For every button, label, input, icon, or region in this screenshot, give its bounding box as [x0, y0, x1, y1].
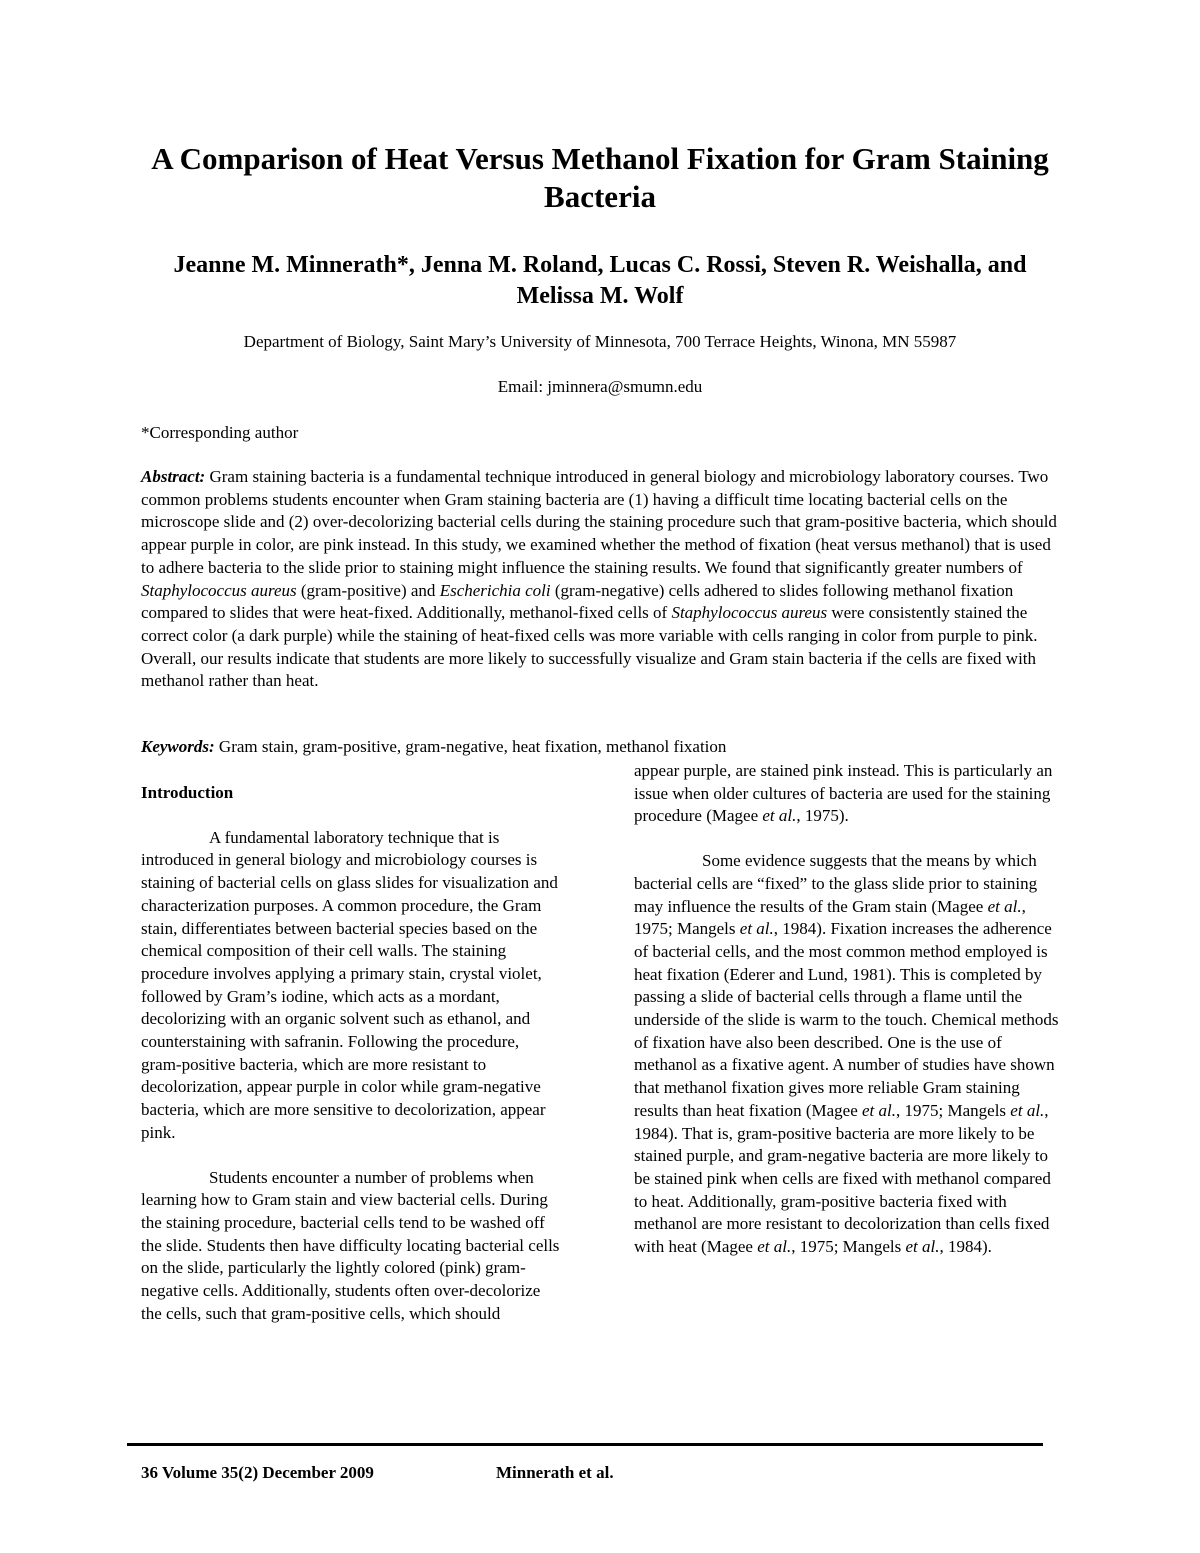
- abstract-text: (gram-positive) and: [296, 580, 440, 600]
- abstract-text: Gram staining bacteria is a fundamental technique introduced in general biology and microbiology laboratory courses. Two common problems students encounter when Gram staining bacteria are (1) having a difficult time locating bacterial cells on the microscope slide and (2) over-decolorizing bacterial cells during the staining procedure such that gram-positive bacteria, which should appear purple in color, are pink instead. In this study, we examined whether the method of fixation (heat versus methanol) that is used to adhere bacteria to the slide prior to staining might influence the staining results. We found that significantly greater numbers of: [141, 467, 1057, 577]
- author-list: Jeanne M. Minnerath*, Jenna M. Roland, Lucas C. Rossi, Steven R. Weishalla, and Melissa M. Wolf: [173, 252, 1027, 309]
- species-name: Staphylococcus aureus: [671, 603, 828, 623]
- et-al: et al.: [739, 919, 774, 939]
- abstract-text: (gram-negative) cells adhered to slides following methanol fixation compared to slides that were heat-fixed. Additionally, methanol-fixed cells of: [141, 580, 1014, 623]
- species-name: Escherichia coli: [439, 580, 551, 600]
- left-column: [141, 782, 561, 1325]
- text-run: , 1975).: [796, 806, 849, 826]
- section-heading-introduction: Introduction: [141, 783, 234, 802]
- body-paragraph: Students encounter a number of problems when learning how to Gram stain and view bacterial cells. During the staining procedure, bacterial cells tend to be washed off the slide. Students then have difficulty locating bacterial cells on the slide, particularly the lightly colored (pink) gram-negative cells. Additionally, students often over-decolorize the cells, such that gram-positive cells, which should: [141, 1167, 560, 1323]
- text-run: Some evidence suggests that the means by which bacterial cells are “fixed” to the glass slide prior to staining may influence the results of the Gram stain (Magee: [634, 851, 1038, 916]
- abstract-text: were consistently stained the correct color (a dark purple) while the staining of heat-fixed cells was more variable with cells ranging in color from purple to pink. Overall, our results indicate that students are more likely to successfully visualize and Gram stain bacteria if the cells are fixed with methanol rather than heat.: [141, 603, 1038, 691]
- et-al: et al.: [862, 1100, 897, 1120]
- paper-title: A Comparison of Heat Versus Methanol Fixation for Gram Staining Bacteria: [151, 141, 1049, 214]
- et-al: et al.: [987, 896, 1022, 916]
- body-paragraph: [634, 850, 1062, 1259]
- footer-divider: [127, 1443, 1043, 1446]
- keywords-text: Gram stain, gram-positive, gram-negative, heat fixation, methanol fixation: [214, 737, 727, 756]
- text-run: , 1984).: [939, 1237, 992, 1257]
- abstract-label: Abstract:: [141, 467, 206, 486]
- abstract: [141, 466, 1061, 693]
- right-column: [634, 760, 1062, 1259]
- text-run: , 1984). Fixation increases the adherence of bacterial cells, and the most common method employed is heat fixation (Ederer and Lund, 1981). This is completed by passing a slide of bacterial cells through a flame until the underside of the slide is warm to the touch. Chemical methods of fixation have also been described. One is the use of methanol as a fixative agent. A number of studies have shown that methanol fixation gives more reliable Gram staining results than heat fixation (Magee: [634, 919, 1059, 1120]
- body-paragraph: A fundamental laboratory technique that is introduced in general biology and microbiology courses is staining of bacterial cells on glass slides for visualization and characterization purposes. A common procedure, the Gram stain, differentiates between bacterial species based on the chemical composition of their cell walls. The staining procedure involves applying a primary stain, crystal violet, followed by Gram’s iodine, which acts as a mordant, decolorizing with an organic solvent such as ethanol, and counterstaining with safranin. Following the procedure, gram-positive bacteria, which are more resistant to decolorization, appear purple in color while gram-negative bacteria, which are more sensitive to decolorization, appear pink.: [141, 827, 558, 1142]
- et-al: et al.: [762, 806, 797, 826]
- contact-email: Email: jminnera@smumn.edu: [497, 377, 703, 396]
- text-run: , 1975; Mangels: [791, 1237, 906, 1257]
- keywords-label: Keywords:: [141, 737, 215, 756]
- body-paragraph-continued: [634, 760, 1062, 828]
- text-run: , 1975; Mangels: [634, 896, 1026, 939]
- et-al: et al.: [905, 1237, 940, 1257]
- footer-volume-info: 36 Volume 35(2) December 2009: [141, 1463, 374, 1482]
- footer-running-author: Minnerath et al.: [496, 1463, 614, 1482]
- keywords: [141, 736, 1061, 758]
- affiliation: Department of Biology, Saint Mary’s University of Minnesota, 700 Terrace Heights, Winona, MN 55987: [243, 332, 957, 351]
- species-name: Staphylococcus aureus: [141, 580, 297, 600]
- text-run: appear purple, are stained pink instead. This is particularly an issue when older cultures of bacteria are used for the staining procedure (Magee: [634, 761, 1053, 826]
- text-run: , 1984). That is, gram-positive bacteria are more likely to be stained purple, and gram-negative bacteria are more likely to be stained pink when cells are fixed with methanol compared to heat. Additionally, gram-positive bacteria fixed with methanol are more resistant to decolorization than cells fixed with heat (Magee: [634, 1100, 1051, 1257]
- corresponding-author-note: *Corresponding author: [141, 423, 299, 442]
- text-run: , 1975; Mangels: [896, 1100, 1011, 1120]
- et-al: et al.: [757, 1237, 792, 1257]
- et-al: et al.: [1010, 1100, 1045, 1120]
